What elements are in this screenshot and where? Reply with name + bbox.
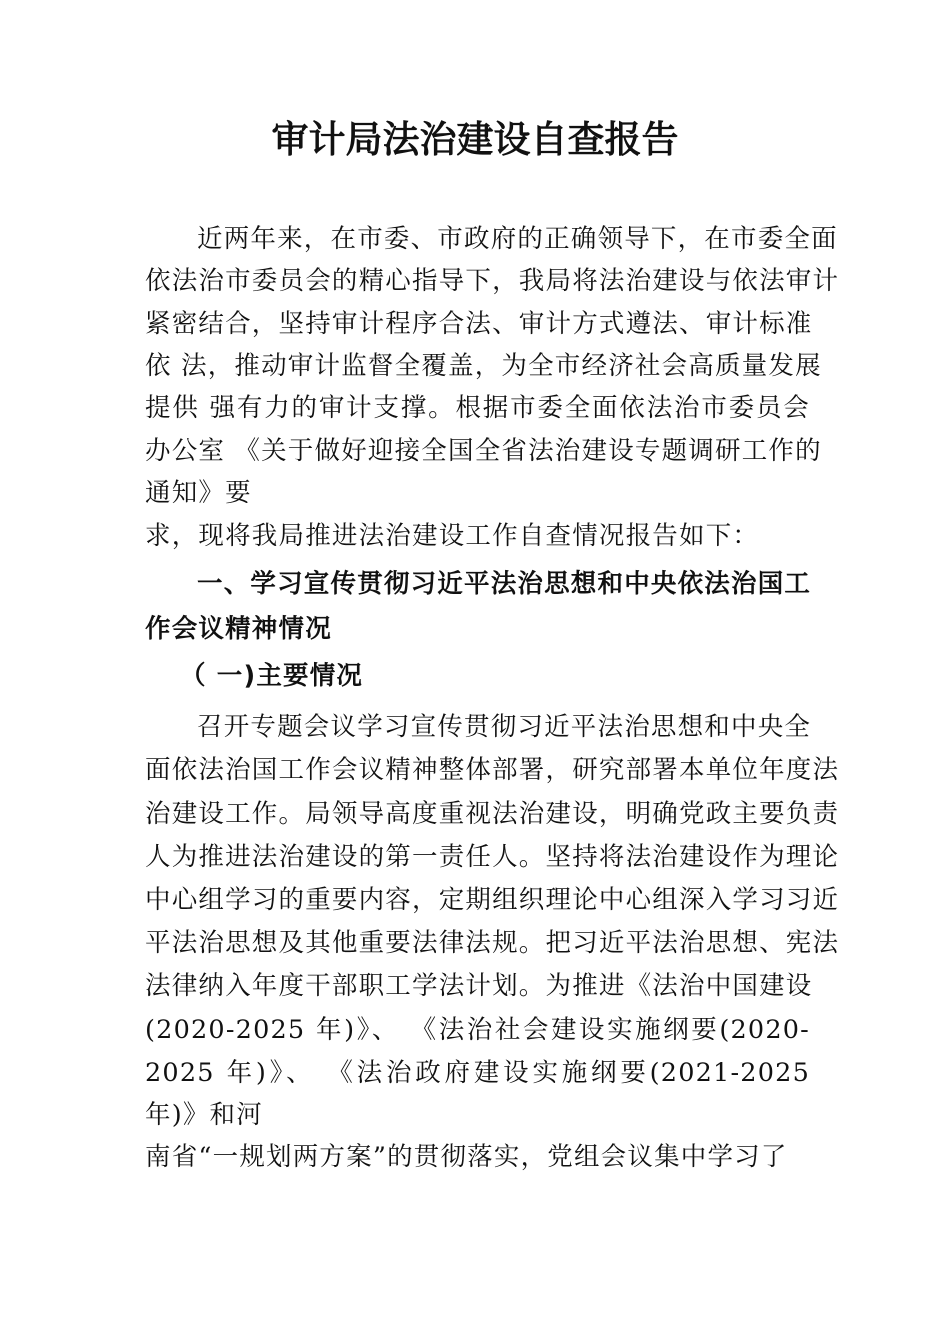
subsection-heading: （ 一)主要情况 [180,661,364,691]
paragraph-line: 通知》要 [145,478,252,508]
paragraph-line: 办公室 《关于做好迎接全国全省法治建设专题调研工作的 [145,436,822,466]
paragraph-line: 依法治市委员会的精心指导下，我局将法治建设与依法审计 [145,266,840,296]
paragraph-line: 紧密结合，坚持审计程序合法、审计方式遵法、审计标准 [145,309,813,339]
paragraph-line: 年)》和河 [145,1100,263,1130]
paragraph-line: 2025 年)》、 《法治政府建设实施纲要(2021-2025 [145,1058,810,1088]
paragraph-line: 面依法治国工作会议精神整体部署，研究部署本单位年度法 [145,755,840,785]
document-title: 审计局法治建设自查报告 [271,118,679,161]
paragraph-line: 召开专题会议学习宣传贯彻习近平法治思想和中央全 [197,712,812,742]
paragraph-line: 治建设工作。局领导高度重视法治建设，明确党政主要负责 [145,799,840,829]
paragraph-line: 提供 强有力的审计支撑。根据市委全面依法治市委员会 [145,393,810,423]
paragraph-line: 近两年来，在市委、市政府的正确领导下，在市委全面 [197,224,838,254]
paragraph-line: 南省“一规划两方案”的贯彻落实，党组会议集中学习了 [145,1142,788,1172]
paragraph-line: (2020-2025 年)》、 《法治社会建设实施纲要(2020- [145,1015,810,1045]
paragraph-line: 求，现将我局推进法治建设工作自查情况报告如下： [145,521,760,551]
paragraph-line: 中心组学习的重要内容，定期组织理论中心组深入学习习近 [145,885,840,915]
paragraph-line: 法律纳入年度干部职工学法计划。为推进《法治中国建设 [145,971,813,1001]
paragraph-line: 依 法，推动审计监督全覆盖，为全市经济社会高质量发展 [145,351,822,381]
section-heading: 一、学习宣传贯彻习近平法治思想和中央依法治国工 [197,569,812,599]
paragraph-line: 人为推进法治建设的第一责任人。坚持将法治建设作为理论 [145,842,840,872]
paragraph-line: 平法治思想及其他重要法律法规。把习近平法治思想、宪法 [145,928,840,958]
section-heading: 作会议精神情况 [145,614,332,644]
